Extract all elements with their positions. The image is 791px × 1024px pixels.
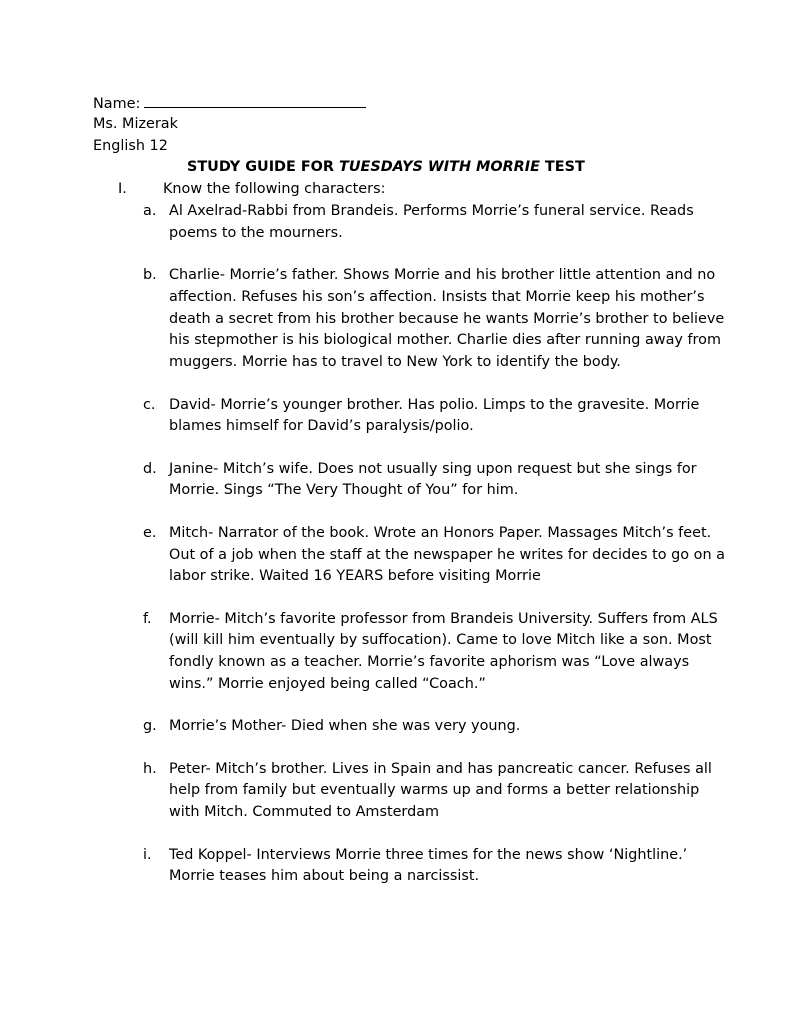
- name-line: [93, 92, 723, 114]
- item-letter: b.: [143, 267, 157, 284]
- teacher-name: Ms. Mizerak: [93, 115, 178, 132]
- title-book: TUESDAYS WITH MORRIE: [339, 159, 540, 176]
- item-text: Mitch- Narrator of the book. Wrote an Honors Paper. Massages Mitch’s feet. Out of a job when the staff at the newspaper he writes for decides to go on a labor strike. Waited 16 YEARS before visiting Morrie: [169, 524, 725, 585]
- item-text: Ted Koppel- Interviews Morrie three times for the news show ‘Nightline.’ Morrie teases him about being a narcissist.: [169, 846, 688, 885]
- item-text: Charlie- Morrie’s father. Shows Morrie and his brother little attention and no affection. Refuses his son’s affection. Insists that Morrie keep his mother’s death a secret from his brother because he wants Morrie’s brother to believe his stepmother is his biological mother. Charlie dies after running away from muggers. Morrie has to travel to New York to identify the body.: [169, 267, 725, 371]
- item-text: Morrie- Mitch’s favorite professor from Brandeis University. Suffers from ALS (will kill him eventually by suffocation). Came to love Mitch like a son. Most fondly known as a teacher. Morrie’s favorite aphorism was “Love always wins.” Morrie enjoyed being called “Coach.”: [169, 610, 718, 693]
- item-text: Al Axelrad-Rabbi from Brandeis. Performs Morrie’s funeral service. Reads poems to the mourners.: [169, 202, 694, 241]
- page-title: [187, 157, 791, 179]
- item-text: David- Morrie’s younger brother. Has polio. Limps to the gravesite. Morrie blames himself for David’s paralysis/polio.: [169, 396, 700, 435]
- section-number: I.: [118, 181, 127, 198]
- list-item: [93, 201, 723, 245]
- list-item: [93, 523, 723, 588]
- list-item: [93, 759, 723, 824]
- course-name: English 12: [93, 137, 168, 154]
- item-letter: g.: [143, 718, 157, 735]
- character-list: [93, 201, 723, 888]
- item-letter: d.: [143, 460, 157, 477]
- study-guide-page: [93, 92, 723, 909]
- list-item: [93, 716, 723, 738]
- list-item: [93, 395, 723, 439]
- list-item: [93, 459, 723, 503]
- item-letter: c.: [143, 396, 156, 413]
- title-suffix: TEST: [539, 159, 585, 176]
- item-letter: e.: [143, 524, 157, 541]
- title-prefix: STUDY GUIDE FOR: [187, 159, 339, 176]
- item-letter: a.: [143, 202, 157, 219]
- list-item: [93, 265, 723, 374]
- item-letter: f.: [143, 610, 152, 627]
- section-heading: [93, 179, 723, 201]
- item-letter: h.: [143, 760, 157, 777]
- list-item: [93, 845, 723, 889]
- section-heading-text: Know the following characters:: [163, 181, 386, 198]
- name-blank-field: [144, 92, 366, 108]
- item-text: Morrie’s Mother- Died when she was very young.: [169, 718, 521, 735]
- item-text: Janine- Mitch’s wife. Does not usually sing upon request but she sings for Morrie. Sings “The Very Thought of You” for him.: [169, 460, 697, 499]
- list-item: [93, 609, 723, 696]
- name-label: Name:: [93, 96, 141, 112]
- item-text: Peter- Mitch’s brother. Lives in Spain and has pancreatic cancer. Refuses all help from family but eventually warms up and forms a better relationship with Mitch. Commuted to Amsterdam: [169, 760, 712, 821]
- item-letter: i.: [143, 846, 152, 863]
